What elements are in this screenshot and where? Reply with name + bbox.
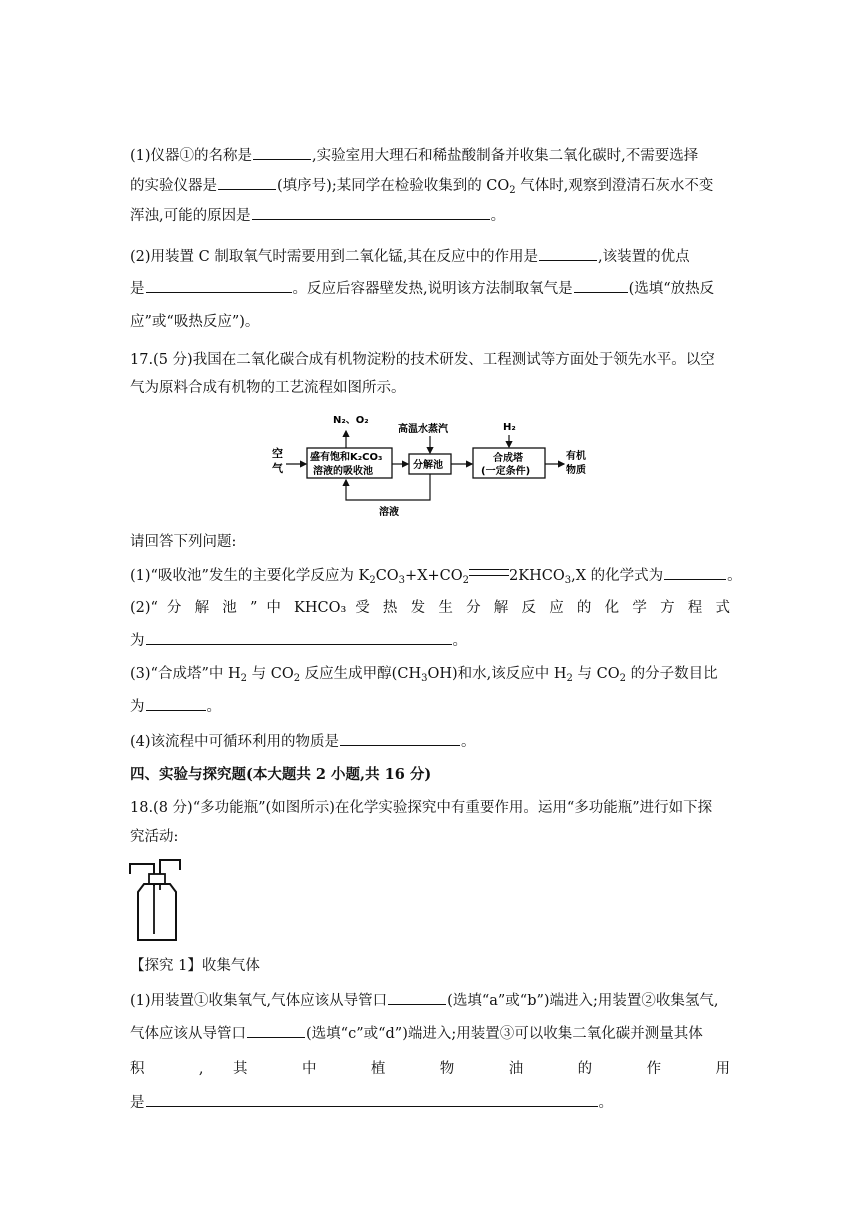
subscript: 2 <box>240 673 247 684</box>
text: +X+CO <box>405 568 463 584</box>
equation-equals-sign <box>469 569 509 576</box>
text: 【探究 1】收集气体 <box>130 958 260 974</box>
question-text: 究活动: <box>130 829 179 845</box>
text: (1)仪器①的名称是 <box>130 148 253 164</box>
subscript: 2 <box>509 185 516 196</box>
text: 。 <box>452 633 467 649</box>
answer-blank[interactable] <box>574 278 628 293</box>
q18-part1-line3 <box>130 1059 730 1079</box>
text: 为 <box>130 699 145 715</box>
q18-intro-line2 <box>130 827 730 847</box>
tower-label-2: (一定条件) <box>481 466 531 477</box>
text: 。 <box>598 1095 613 1111</box>
decomposer-label: 分解池 <box>413 460 443 471</box>
text: 是 <box>130 1095 145 1111</box>
q18-part1-line4 <box>130 1092 730 1113</box>
answer-blank[interactable] <box>146 1092 598 1107</box>
text: 。 <box>490 208 506 224</box>
label-air-1: 空 <box>272 447 283 460</box>
label-h2: H₂ <box>503 422 516 433</box>
question-text: 17.(5 分)我国在二氧化碳合成有机物淀粉的技术研发、工程测试等方面处于领先水平。以空 <box>130 352 715 368</box>
answer-blank[interactable] <box>340 731 460 746</box>
subscript: 2 <box>369 575 376 586</box>
text: (1)用装置①收集氧气,气体应该从导管口 <box>130 993 388 1009</box>
answer-blank[interactable] <box>253 145 311 160</box>
tower-label-1: 合成塔 <box>493 453 523 464</box>
text: 四、实验与探究题(本大题共 2 小题,共 16 分) <box>130 766 432 783</box>
answer-blank[interactable] <box>252 205 490 220</box>
q18-part1-line2 <box>130 1023 730 1044</box>
subscript: 3 <box>564 575 572 586</box>
text: (选填“放热反 <box>628 281 715 297</box>
explore1-heading <box>130 956 730 976</box>
q16-part2-line3 <box>130 312 730 332</box>
section-heading <box>130 765 730 785</box>
subscript: 2 <box>293 673 301 684</box>
answer-blank[interactable] <box>146 696 206 711</box>
q17-sub2-line1 <box>130 598 730 618</box>
question-text: 18.(8 分)“多功能瓶”(如图所示)在化学实验探究中有重要作用。运用“多功能瓶”进行如下探 <box>130 800 713 816</box>
label-solution: 溶液 <box>379 507 399 518</box>
text: ,该装置的优点 <box>597 249 690 265</box>
text: 。 <box>206 699 221 715</box>
stopper <box>149 874 165 884</box>
text: 气体应该从导管口 <box>130 1026 246 1042</box>
text: CO <box>375 568 399 584</box>
text: 气体时,观察到澄清石灰水不变 <box>515 178 714 194</box>
answer-blank[interactable] <box>539 246 597 261</box>
text: 。反应后容器壁发热,说明该方法制取氧气是 <box>292 281 573 297</box>
text: (3)“合成塔”中 H <box>130 666 241 682</box>
text: 浑浊,可能的原因是 <box>130 208 251 224</box>
gas-washing-bottle-figure <box>128 856 186 946</box>
answer-blank[interactable] <box>218 175 276 190</box>
q16-part2-line1 <box>130 246 730 267</box>
text: 是 <box>130 281 145 297</box>
text: (2)“ 分 解 池 ” 中 KHCO₃ 受 热 发 生 分 解 反 应 的 化 学 方 程 式 <box>130 600 730 616</box>
text: OH)和水,该反应中 H <box>427 666 567 682</box>
answer-blank[interactable] <box>146 630 452 645</box>
process-flow-diagram <box>260 408 620 520</box>
q17-sub4 <box>130 731 730 752</box>
text: (2)用装置 C 制取氧气时需要用到二氧化锰,其在反应中的作用是 <box>130 249 538 265</box>
q18-part1-line1 <box>130 990 730 1011</box>
q17-intro-line1 <box>130 350 730 370</box>
product-label-2: 物质 <box>566 465 586 476</box>
text: 2KHCO <box>509 568 565 584</box>
label-n2o2: N₂、O₂ <box>333 415 369 426</box>
text: (选填“c”或“d”)端进入;用装置③可以收集二氧化碳并测量其体 <box>306 1026 703 1042</box>
answer-blank[interactable] <box>146 278 292 293</box>
text: 与 CO <box>572 666 620 682</box>
text: 与 CO <box>247 666 294 682</box>
product-label-1: 有机 <box>566 451 586 462</box>
text: 的实验仪器是 <box>130 178 217 194</box>
text: ,实验室用大理石和稀盐酸制备并收集二氧化碳时,不需要选择 <box>312 148 699 164</box>
bottle-body <box>138 884 176 940</box>
subscript: 2 <box>619 673 626 684</box>
q17-intro-line2 <box>130 378 730 398</box>
text: 反应生成甲醇(CH <box>300 666 422 682</box>
text: 。 <box>727 568 742 584</box>
text: 积 , 其 中 植 物 油 的 作 用 <box>130 1061 730 1077</box>
subscript: 3 <box>421 673 428 684</box>
q17-sub1 <box>130 565 742 586</box>
question-text: 气为原料合成有机物的工艺流程如图所示。 <box>130 380 406 396</box>
subscript: 2 <box>462 575 470 586</box>
text: 请回答下列问题: <box>130 534 237 550</box>
text: (选填“a”或“b”)端进入;用装置②收集氢气, <box>447 993 719 1009</box>
answer-blank[interactable] <box>247 1023 305 1038</box>
q17-sub3-line2 <box>130 696 730 717</box>
label-air-2: 气 <box>272 462 283 475</box>
text: (1)“吸收池”发生的主要化学反应为 K <box>130 568 370 584</box>
text: 的分子数目比 <box>625 666 718 682</box>
absorber-label-2: 溶液的吸收池 <box>313 466 373 477</box>
text: 应”或“吸热反应”)。 <box>130 314 260 330</box>
q17-sub3-line1 <box>130 664 730 684</box>
subscript: 3 <box>398 575 406 586</box>
q16-part1-line3 <box>130 205 730 226</box>
text: 。 <box>461 734 476 750</box>
text: (4)该流程中可循环利用的物质是 <box>130 734 340 750</box>
text: 为 <box>130 633 145 649</box>
answer-blank[interactable] <box>664 565 726 580</box>
answer-blank[interactable] <box>388 990 446 1005</box>
q16-part2-line2 <box>130 278 730 299</box>
text: ,X 的化学式为 <box>571 568 664 584</box>
absorber-label-1: 盛有饱和K₂CO₃ <box>310 452 383 463</box>
q18-intro-line1 <box>130 798 730 818</box>
q16-part1-line1 <box>130 145 730 166</box>
subscript: 2 <box>566 673 573 684</box>
q17-sub2-line2 <box>130 630 730 651</box>
q16-part1-line2 <box>130 175 730 196</box>
q17-prompt <box>130 532 730 552</box>
label-steam: 高温水蒸汽 <box>398 424 448 435</box>
text: (填序号);某同学在检验收集到的 CO <box>277 178 510 194</box>
